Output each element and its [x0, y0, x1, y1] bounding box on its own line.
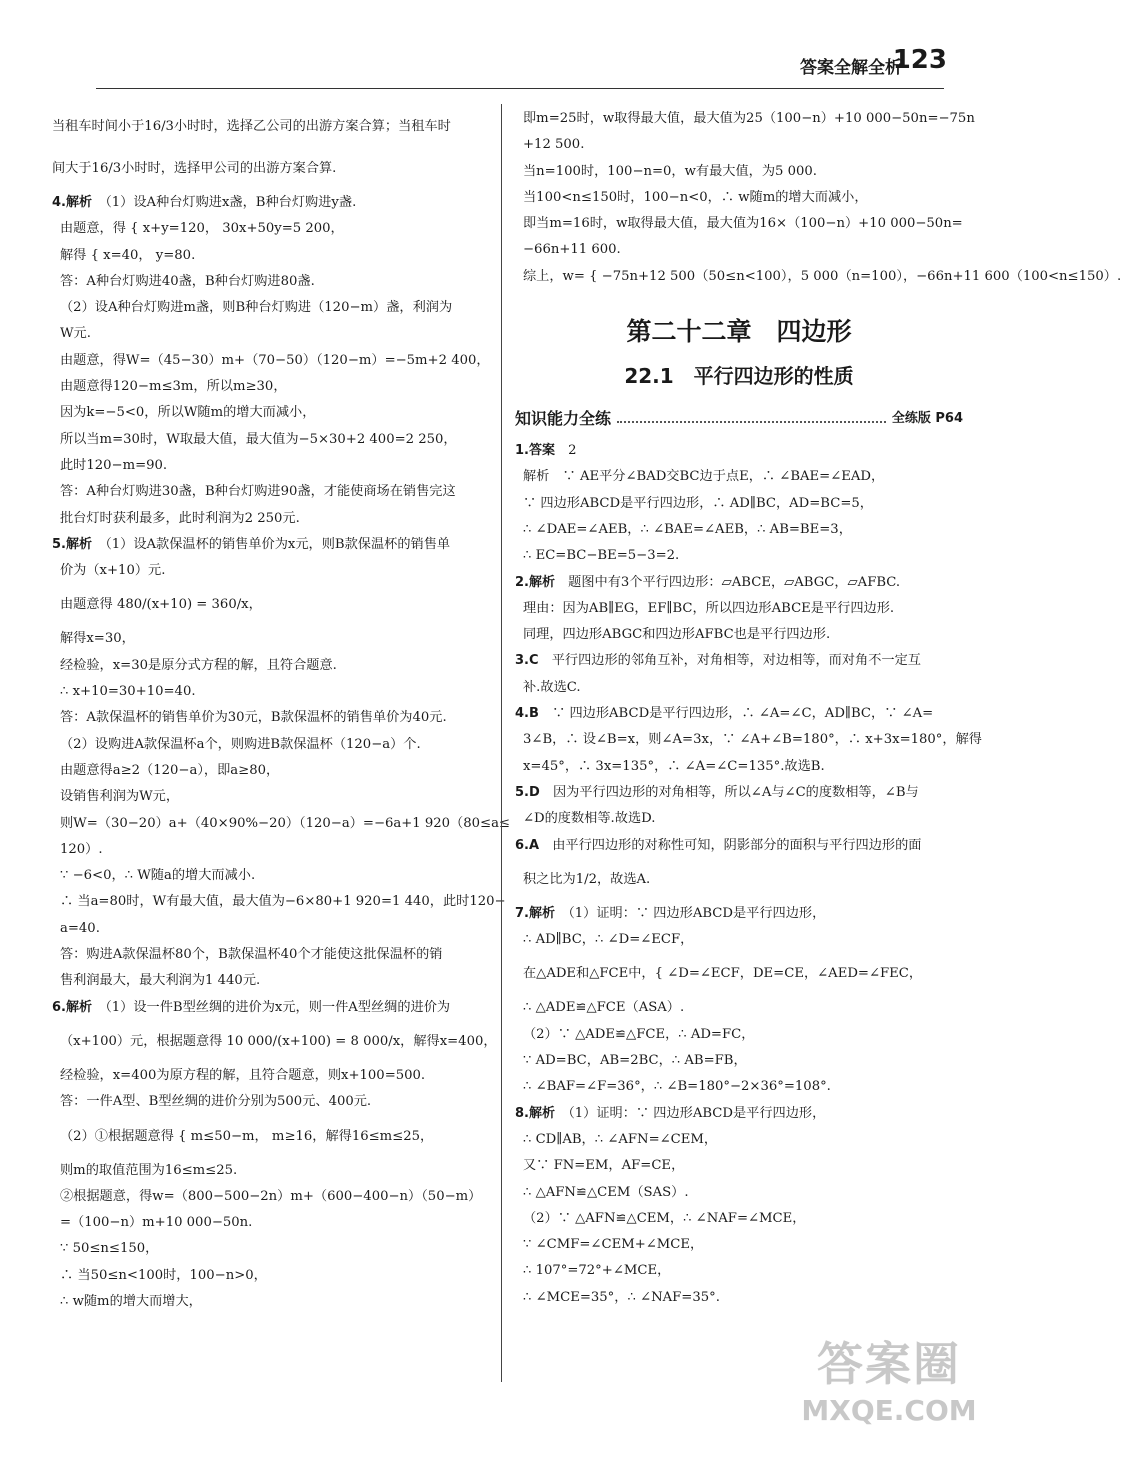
line-text: （2）设购进A款保温杯a个，则购进B款保温杯（120−a）个.	[60, 736, 421, 752]
line-text: 补.故选C.	[523, 679, 581, 695]
line-text: 由题意得 480/(x+10) = 360/x，	[60, 597, 262, 613]
text-line	[52, 942, 488, 968]
text-line	[515, 727, 982, 753]
line-text: 由平行四边形的对称性可知，阴影部分的面积与平行四边形的面	[552, 837, 922, 853]
question-number: 3.C	[515, 653, 539, 669]
line-text: 答：一件A型、B型丝绸的进价分别为500元、400元.	[60, 1094, 372, 1110]
text-line	[52, 190, 488, 216]
text-line	[515, 517, 963, 543]
line-text: ∴ AD∥BC，∴ ∠D=∠ECF，	[523, 932, 694, 948]
text-line	[52, 1021, 497, 1063]
text-line	[52, 269, 488, 295]
line-text: （1）设A款保温杯的销售单价为x元，则B款保温杯的销售单	[105, 536, 451, 552]
line-text: ∵ AD=BC，AB=2BC，∴ AB=FB，	[523, 1053, 747, 1069]
text-line	[52, 374, 488, 400]
line-text: 价为（x+10）元.	[60, 563, 166, 579]
line-text: 答：A种台灯购进40盏，B种台灯购进80盏.	[60, 273, 315, 289]
line-text: ∴ CD∥AB，∴ ∠AFN=∠CEM，	[523, 1131, 718, 1147]
text-line	[515, 211, 963, 237]
text-line	[52, 427, 488, 453]
question-number: 4.B	[515, 706, 539, 722]
chapter-title: 第二十二章 四边形	[626, 317, 852, 347]
text-line	[515, 543, 963, 569]
text-line	[52, 1210, 488, 1236]
text-line	[52, 653, 488, 679]
text-line	[515, 675, 963, 701]
line-text: 因为平行四边形的对角相等，所以∠A与∠C的度数相等，∠B与	[552, 784, 919, 800]
line-text: 间大于16/3小时时，选择甲公司的出游方案合算.	[52, 161, 337, 176]
text-line	[52, 626, 488, 652]
text-line	[52, 321, 488, 347]
line-text: （1）设A种台灯购进x盏，B种台灯购进y盏.	[105, 195, 357, 210]
line-text: 2	[568, 443, 577, 459]
line-text: 所以当m=30时，W取最大值，最大值为−5×30+2 400=2 250，	[60, 431, 457, 447]
line-text: +12 500.	[523, 137, 585, 153]
text-line	[52, 1263, 488, 1289]
text-line	[515, 622, 963, 648]
line-text: ∵ 四边形ABCD是平行四边形，∴ AD∥BC，AD=BC=5，	[523, 495, 873, 511]
line-text: ∴ ∠DAE=∠AEB，∴ ∠BAE=∠AEB，∴ AB=BE=3，	[523, 521, 852, 537]
text-line	[515, 596, 963, 622]
line-text: ∵ 四边形ABCD是平行四边形，∴ ∠A=∠C，AD∥BC，∵ ∠A=	[552, 706, 934, 722]
question-number: 1.答案	[515, 443, 555, 459]
text-line	[515, 1285, 963, 1311]
text-line	[515, 1206, 963, 1232]
text-line	[515, 833, 963, 859]
line-text: 3∠B，∴ 设∠B=x，则∠A=3x，∵ ∠A+∠B=180°，∴ x+3x=180°，解得	[523, 732, 982, 748]
text-line	[515, 901, 963, 927]
text-line	[515, 1101, 963, 1127]
text-line	[515, 185, 963, 211]
text-line	[515, 1022, 963, 1048]
text-line	[52, 1116, 488, 1158]
watermark-en: MXQE.COM	[801, 1394, 977, 1427]
text-line	[515, 1153, 963, 1179]
line-text: a=40.	[60, 920, 100, 936]
text-line	[52, 148, 488, 190]
column-divider	[501, 104, 502, 1382]
text-line	[515, 806, 963, 832]
text-line	[52, 106, 488, 148]
text-line	[515, 754, 963, 780]
knowledge-bar-name: 知识能力全练	[515, 409, 612, 429]
right-column	[515, 106, 1121, 1311]
leader-dots	[617, 421, 886, 423]
line-text: x=45°，∴ 3x=135°，∴ ∠A=∠C=135°.故选B.	[523, 758, 825, 774]
line-text: ∵ −6<0，∴ W随a的增大而减小.	[60, 868, 256, 884]
text-line	[52, 1158, 488, 1184]
line-text: ∴ EC=BC−BE=5−3=2.	[523, 548, 680, 564]
line-text: 题图中有3个平行四边形：▱ABCE，▱ABGC，▱AFBC.	[568, 574, 901, 590]
text-line	[515, 953, 963, 995]
text-line	[52, 863, 488, 889]
text-line	[52, 837, 488, 863]
right-column-top	[515, 106, 1121, 290]
line-text: −66n+11 600.	[523, 242, 621, 258]
header-title: 答案全解全析	[800, 58, 902, 78]
text-line	[52, 216, 488, 242]
line-text: 则m的取值范围为16≤m≤25.	[60, 1162, 238, 1178]
text-line	[515, 648, 963, 674]
line-text: 解得x=30，	[60, 631, 135, 647]
question-number: 5.解析	[52, 536, 92, 552]
line-text: 即当m=16时，w取得最大值，最大值为16×（100−n）+10 000−50n=	[523, 216, 963, 232]
text-line	[515, 570, 963, 596]
text-line	[52, 916, 488, 942]
text-line	[52, 784, 488, 810]
line-text: 由题意得120−m≤3m，所以m≥30，	[60, 379, 287, 395]
question-number: 6.解析	[52, 999, 92, 1015]
line-text: 售利润最大，最大利润为1 440元.	[60, 973, 261, 989]
line-text: 批台灯时获利最多，此时利润为2 250元.	[60, 510, 300, 526]
line-text: 解得 { x=40， y=80.	[60, 247, 196, 263]
line-text: =（100−n）m+10 000−50n.	[60, 1215, 253, 1231]
line-text: 又∵ FN=EM，AF=CE，	[523, 1158, 685, 1174]
line-text: （x+100）元，根据题意得 10 000/(x+100) = 8 000/x，解得x=400，	[60, 1033, 497, 1049]
text-line	[52, 1063, 488, 1089]
question-number: 4.解析	[52, 195, 92, 210]
line-text: 则W=（30−20）a+（40×90%−20）（120−a）=−6a+1 920（80≤a≤	[60, 815, 510, 831]
text-line	[52, 811, 510, 837]
line-text: 由题意，得 { x+y=120， 30x+50y=5 200，	[60, 221, 344, 237]
text-line	[52, 506, 488, 532]
text-line	[515, 1258, 963, 1284]
text-line	[52, 679, 488, 705]
line-text: ∴ △AFN≌△CEM（SAS）.	[523, 1184, 689, 1200]
text-line	[515, 106, 975, 132]
line-text: 理由：因为AB∥EG，EF∥BC，所以四边形ABCE是平行四边形.	[523, 600, 895, 616]
header-rule	[96, 88, 944, 89]
knowledge-bar-ref: 全练版 P64	[891, 411, 963, 427]
text-line	[515, 132, 963, 158]
line-text: ②根据题意，得w=（800−500−2n）m+（600−400−n）（50−m）	[60, 1188, 482, 1204]
watermark-cn: 答案圈	[817, 1337, 961, 1391]
question-number: 6.A	[515, 837, 540, 853]
line-text: （2）设A种台灯购进m盏，则B种台灯购进（120−m）盏，利润为	[60, 300, 453, 316]
line-text: （2）①根据题意得 { m≤50−m， m≥16，解得16≤m≤25，	[60, 1128, 434, 1144]
line-text: 解析 ∵ AE平分∠BAD交BC边于点E，∴ ∠BAE=∠EAD，	[523, 469, 885, 485]
line-text: ∠D的度数相等.故选D.	[523, 811, 656, 827]
line-text: ∴ 当a=80时，W有最大值，最大值为−6×80+1 920=1 440，此时120−	[60, 894, 506, 910]
line-text: ∴ 107°=72°+∠MCE，	[523, 1263, 671, 1279]
text-line	[52, 558, 488, 584]
question-number: 2.解析	[515, 574, 555, 590]
line-text: （1）设一件B型丝绸的进价为x元，则一件A型丝绸的进价为	[105, 999, 451, 1015]
line-text: （1）证明：∵ 四边形ABCD是平行四边形，	[568, 905, 826, 921]
line-text: ∵ 50≤n≤150，	[60, 1241, 159, 1257]
text-line	[515, 159, 963, 185]
question-number: 7.解析	[515, 905, 555, 921]
text-line	[52, 1289, 488, 1315]
line-text: 平行四边形的邻角互补，对角相等，对边相等，而对角不一定互	[551, 653, 921, 669]
knowledge-bar	[515, 404, 963, 434]
line-text: ∴ 当50≤n<100时，100−n>0，	[60, 1267, 267, 1283]
text-line	[515, 491, 963, 517]
line-text: W元.	[60, 326, 91, 342]
line-text: 当100<n≤150时，100−n<0，∴ w随m的增大而减小，	[523, 189, 868, 205]
line-text: ∴ ∠MCE=35°，∴ ∠NAF=35°.	[523, 1289, 720, 1305]
section-title: 22.1 平行四边形的性质	[624, 364, 854, 389]
line-text: 因为k=−5<0，所以W随m的增大而减小，	[60, 405, 316, 421]
line-text: 在△ADE和△FCE中，{ ∠D=∠ECF，DE=CE，∠AED=∠FEC，	[523, 966, 923, 982]
watermark-logo	[794, 1334, 984, 1444]
line-text: ∴ △ADE≌△FCE（ASA）.	[523, 1000, 685, 1016]
line-text: ∵ ∠CMF=∠CEM+∠MCE，	[523, 1237, 704, 1253]
text-line	[515, 438, 963, 464]
text-line	[52, 1184, 488, 1210]
text-line	[52, 1089, 488, 1115]
page-number: 123	[892, 45, 947, 75]
text-line	[52, 889, 506, 915]
line-text: 120）.	[60, 841, 103, 857]
line-text: （1）证明：∵ 四边形ABCD是平行四边形，	[568, 1105, 826, 1121]
line-text: 积之比为1/2，故选A.	[523, 871, 651, 887]
text-line	[52, 453, 488, 479]
text-line	[52, 295, 488, 321]
text-line	[52, 732, 488, 758]
line-text: （2）∵ △ADE≌△FCE，∴ AD=FC，	[523, 1026, 755, 1042]
line-text: 答：A款保温杯的销售单价为30元，B款保温杯的销售单价为40元.	[60, 710, 447, 726]
line-text: 答：购进A款保温杯80个，B款保温杯40个才能使这批保温杯的销	[60, 947, 443, 963]
line-text: 由题意，得W=（45−30）m+（70−50）（120−m）=−5m+2 400，	[60, 352, 490, 368]
text-line	[515, 237, 963, 263]
line-text: （2）∵ △AFN≌△CEM，∴ ∠NAF=∠MCE，	[523, 1210, 806, 1226]
line-text: 综上，w= { −75n+12 500（50≤n<100），5 000（n=100），−66n+11 600（100<n≤150）.	[523, 268, 1121, 284]
text-line	[52, 995, 488, 1021]
line-text: 当n=100时，100−n=0，w有最大值，为5 000.	[523, 163, 817, 179]
line-text: 经检验，x=30是原分式方程的解，且符合题意.	[60, 657, 337, 673]
text-line	[515, 780, 963, 806]
text-line	[515, 1074, 963, 1100]
line-text: ∴ w随m的增大而增大，	[60, 1293, 202, 1309]
text-line	[52, 479, 488, 505]
text-line	[515, 995, 963, 1021]
text-line	[52, 705, 488, 731]
text-line	[515, 927, 963, 953]
text-line	[52, 348, 488, 374]
line-text: 当租车时间小于16/3小时时，选择乙公司的出游方案合算；当租车时	[52, 119, 451, 134]
line-text: 此时120−m=90.	[60, 457, 168, 473]
text-line	[515, 1048, 963, 1074]
text-line	[52, 243, 488, 269]
line-text: 由题意得a≥2（120−a），即a≥80，	[60, 762, 280, 778]
text-line	[515, 701, 963, 727]
question-number: 8.解析	[515, 1105, 555, 1121]
text-line	[515, 1232, 963, 1258]
line-text: 同理，四边形ABGC和四边形AFBC也是平行四边形.	[523, 627, 831, 643]
text-line	[515, 264, 1121, 290]
line-text: 即m=25时，w取得最大值，最大值为25（100−n）+10 000−50n=−75n	[523, 111, 975, 126]
line-text: 答：A种台灯购进30盏，B种台灯购进90盏，才能使商场在销售完这	[60, 484, 456, 500]
left-column	[52, 106, 510, 1315]
text-line	[515, 1127, 963, 1153]
text-line	[52, 532, 488, 558]
line-text: 经检验，x=400为原方程的解，且符合题意，则x+100=500.	[60, 1067, 426, 1083]
text-line	[52, 400, 488, 426]
text-line	[515, 859, 963, 901]
line-text: ∴ ∠BAF=∠F=36°，∴ ∠B=180°−2×36°=108°.	[523, 1079, 831, 1095]
line-text: 设销售利润为W元，	[60, 789, 180, 805]
text-line	[515, 1180, 963, 1206]
text-line	[52, 1236, 488, 1262]
text-line	[52, 584, 488, 626]
text-line	[52, 758, 488, 784]
text-line	[52, 968, 488, 994]
line-text: ∴ x+10=30+10=40.	[60, 684, 196, 700]
question-number: 5.D	[515, 784, 540, 800]
right-column-bottom	[515, 438, 982, 1311]
text-line	[515, 464, 963, 490]
